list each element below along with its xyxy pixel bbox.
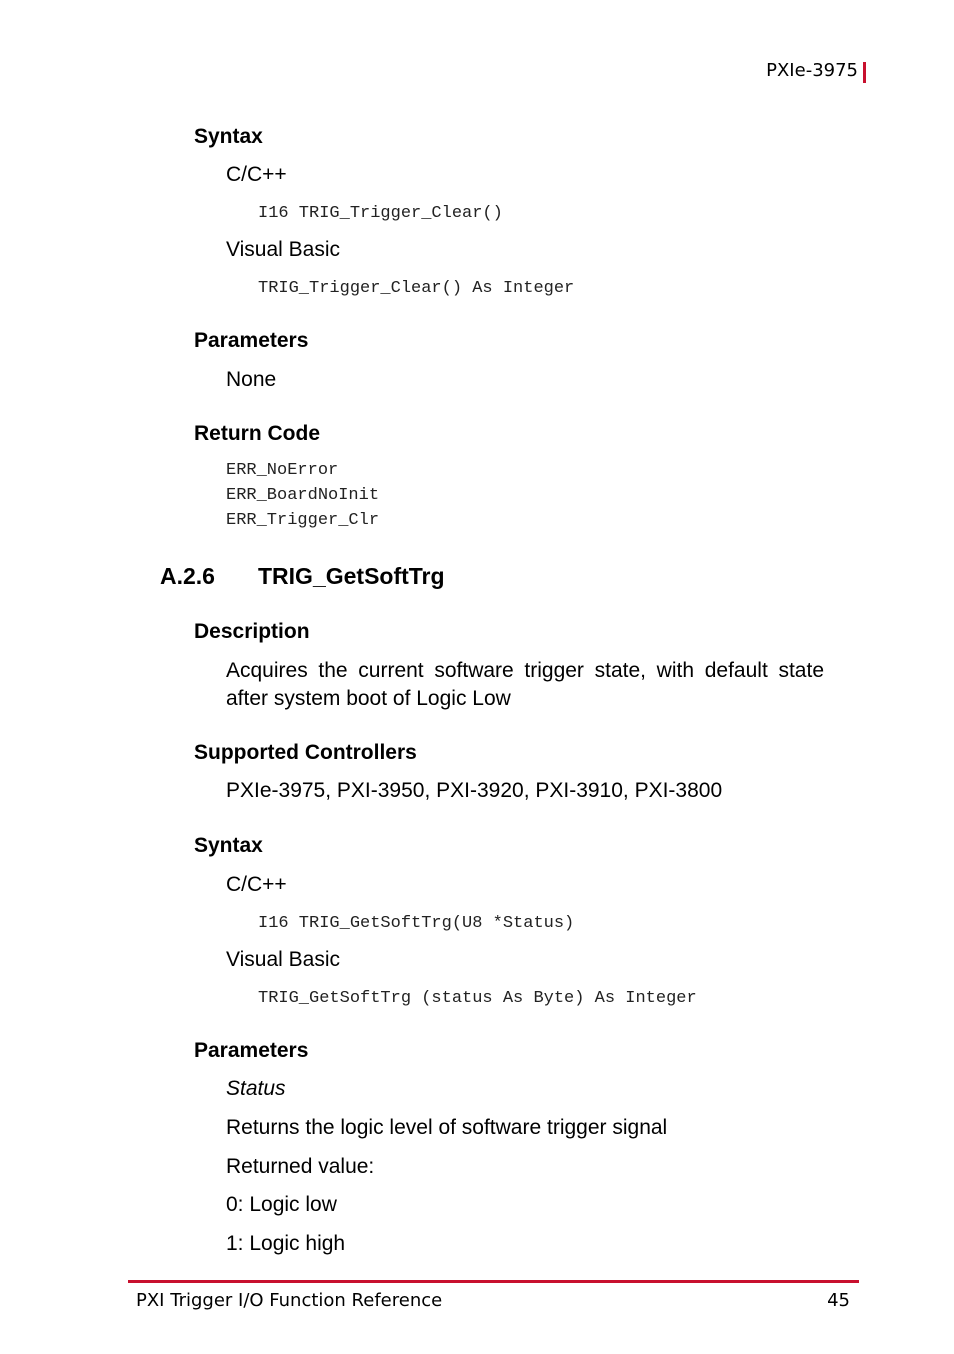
page-number: 45 <box>827 1290 850 1311</box>
parameter-name: Status <box>226 1077 286 1100</box>
returned-value-item: 0: Logic low <box>226 1193 337 1216</box>
parameters-heading: Parameters <box>194 329 309 352</box>
supported-controllers-text: PXIe-3975, PXI-3950, PXI-3920, PXI-3910, PXI-3800 <box>226 779 723 802</box>
parameter-description: Returns the logic level of software trigger signal <box>226 1116 668 1139</box>
vb-code: TRIG_Trigger_Clear() As Integer <box>258 279 575 298</box>
footer-rule <box>128 1280 859 1283</box>
vb-label: Visual Basic <box>226 238 341 261</box>
footer-title: PXI Trigger I/O Function Reference <box>136 1290 443 1311</box>
cpp-label: C/C++ <box>226 163 287 186</box>
syntax-heading: Syntax <box>194 125 263 148</box>
running-header: PXIe-3975 <box>766 60 858 81</box>
cpp-label: C/C++ <box>226 873 287 896</box>
description-heading: Description <box>194 620 310 643</box>
vb-label: Visual Basic <box>226 948 341 971</box>
supported-controllers-heading: Supported Controllers <box>194 741 417 764</box>
parameters-value: None <box>226 368 277 391</box>
cpp-code: I16 TRIG_Trigger_Clear() <box>258 204 503 223</box>
returned-value-item: 1: Logic high <box>226 1232 346 1255</box>
return-code-heading: Return Code <box>194 422 320 445</box>
return-code-item: ERR_BoardNoInit <box>226 486 380 505</box>
return-code-item: ERR_NoError <box>226 461 339 480</box>
parameters-heading: Parameters <box>194 1039 309 1062</box>
return-code-item: ERR_Trigger_Clr <box>226 511 380 530</box>
section-number: A.2.6 <box>160 563 215 589</box>
description-text: Acquires the current software trigger state, with default state after system boot of Logic Low <box>226 659 824 710</box>
cpp-code: I16 TRIG_GetSoftTrg(U8 *Status) <box>258 914 575 933</box>
syntax-heading: Syntax <box>194 834 263 857</box>
header-accent-bar <box>863 62 866 83</box>
returned-value-label: Returned value: <box>226 1155 375 1178</box>
section-title: TRIG_GetSoftTrg <box>258 563 445 589</box>
vb-code: TRIG_GetSoftTrg (status As Byte) As Integer <box>258 989 697 1008</box>
